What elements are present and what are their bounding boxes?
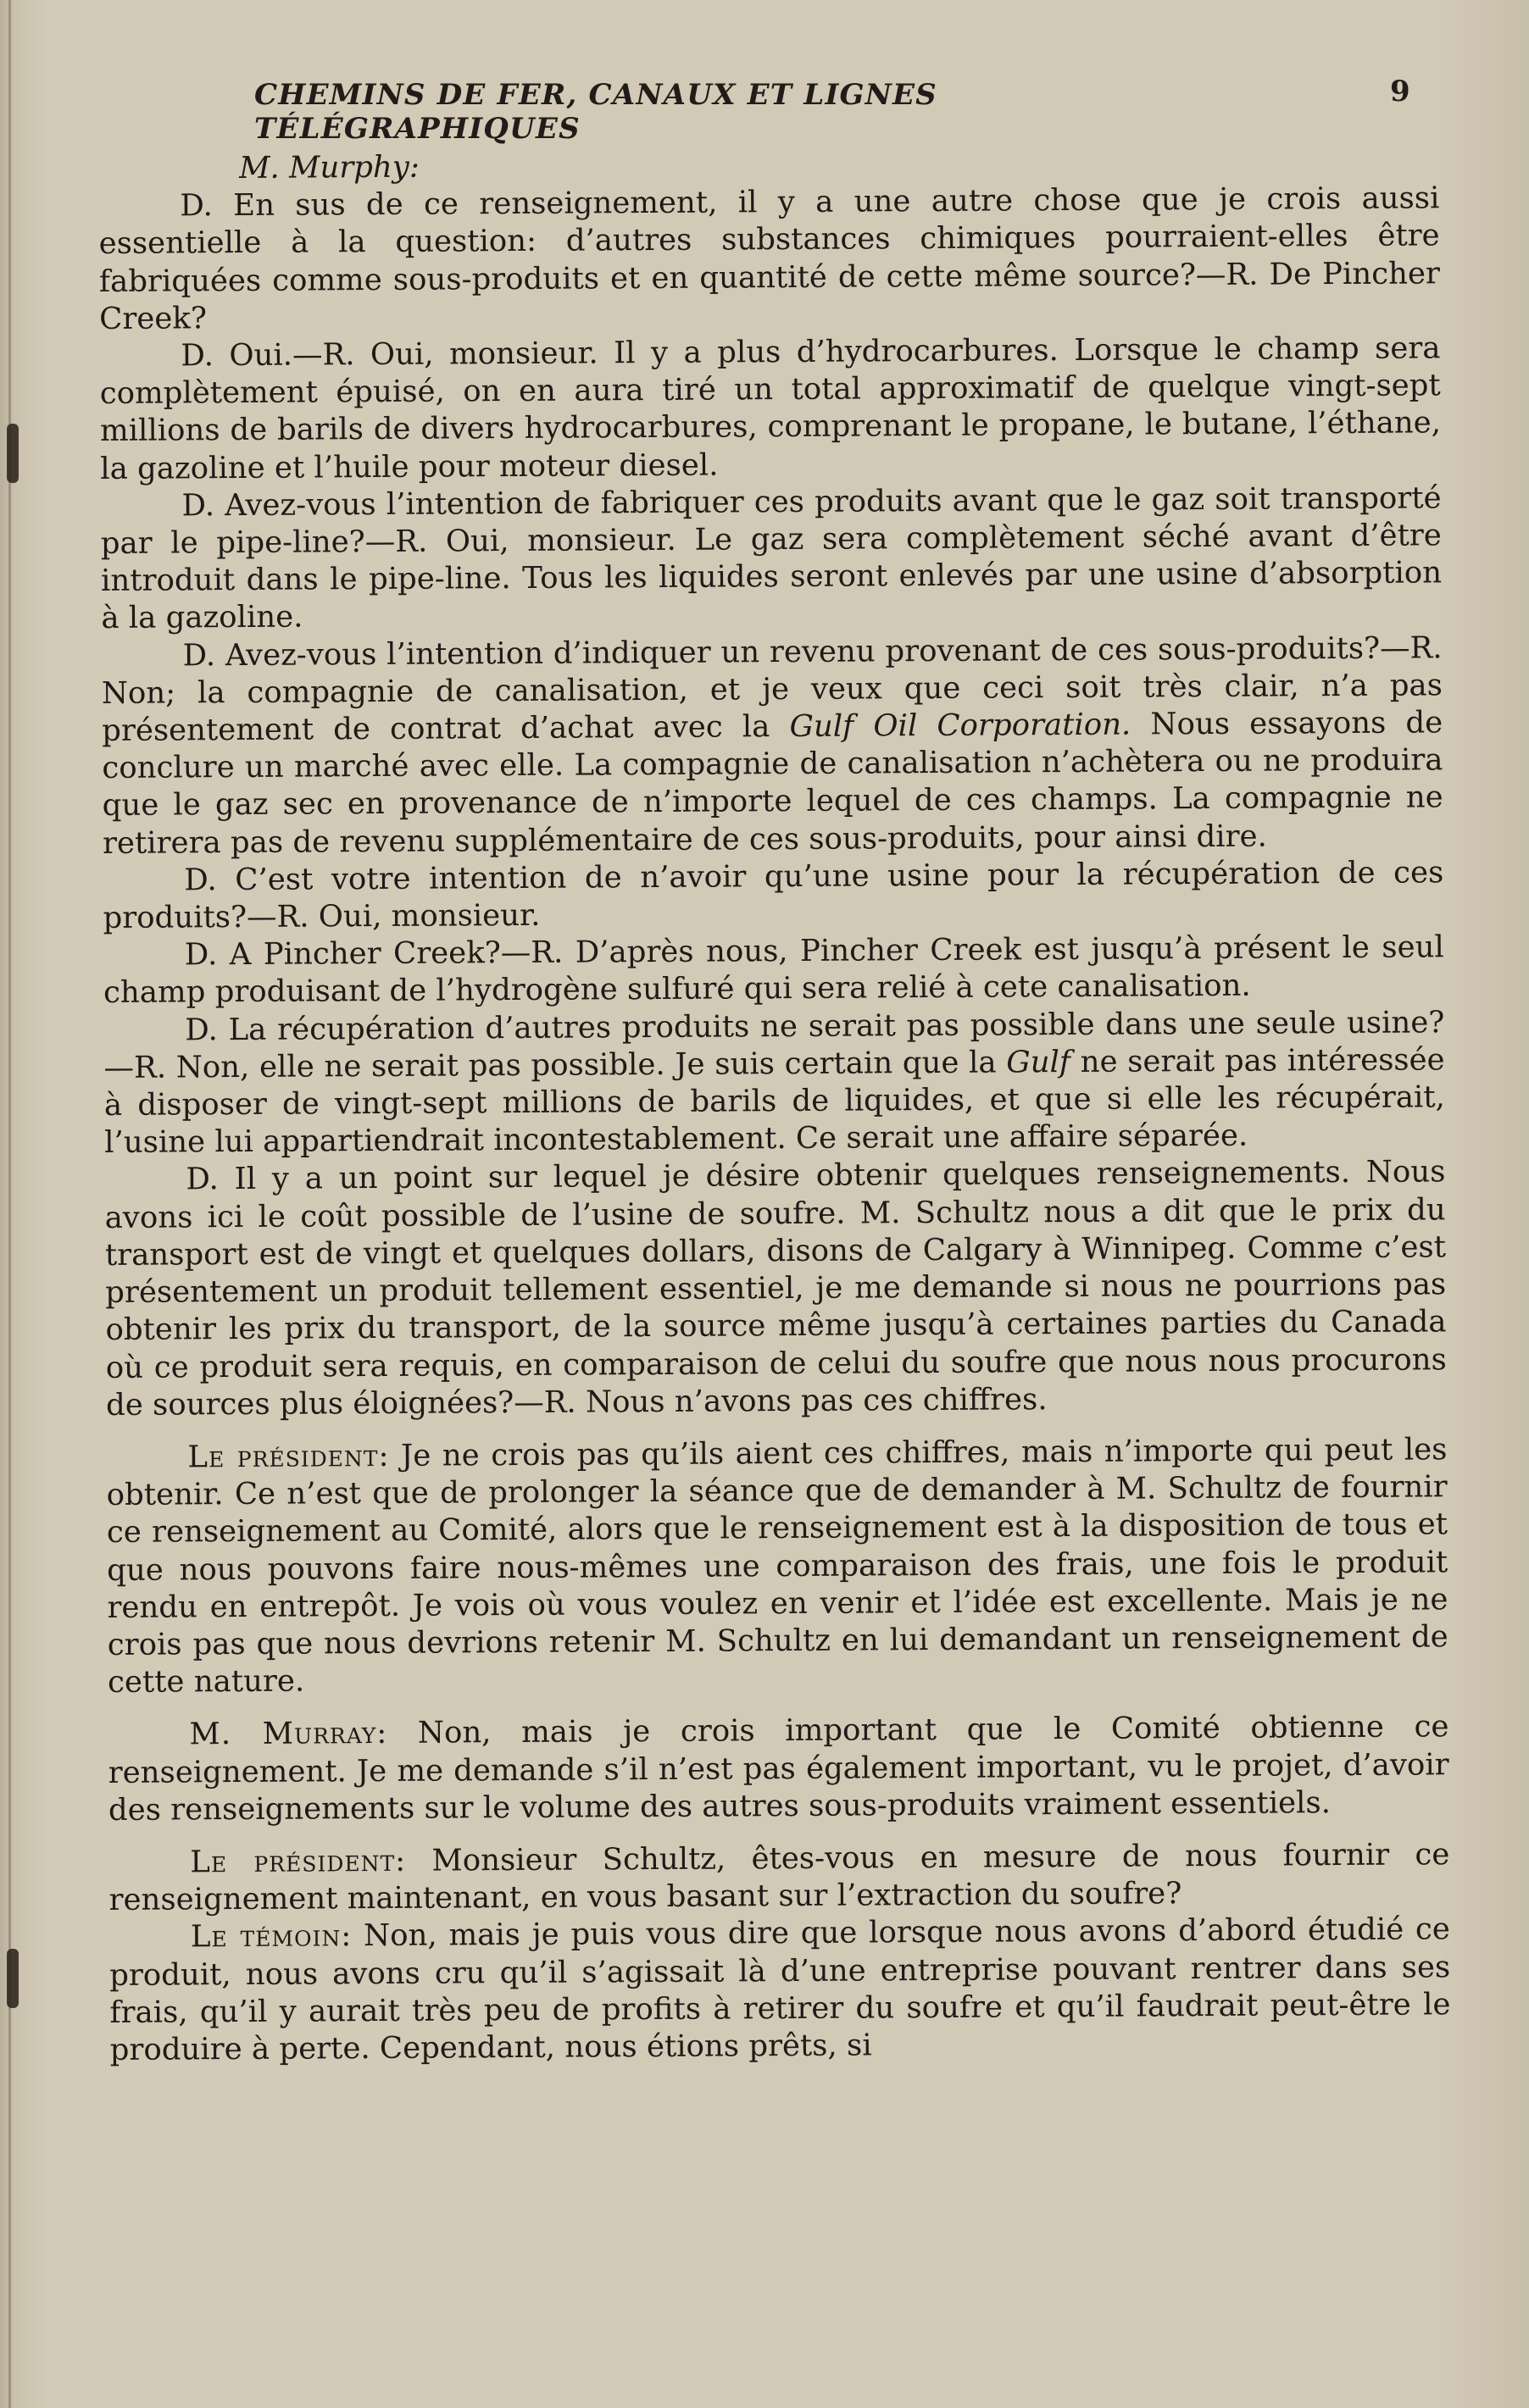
paragraph-12 — [109, 1911, 1451, 2069]
paragraph-2: D. Oui.—R. Oui, monsieur. Il y a plus d’hydrocarbures. Lorsque le champ sera complètement épuisé, on en aura tiré un total approximatif de quelque vingt-sept millions de barils de divers hydrocarbures, comprenant le propane, le butane, l’éthane, la gazoline et l’huile pour moteur diesel. — [99, 330, 1442, 486]
paragraph-9-text: Je ne crois pas qu’ils aient ces chiffres, mais n’importe qui peut les obtenir. Ce n’est que de prolonger la séance que de demander à M. Schultz de fournir ce renseignement au Comité, alors que le renseignement est à la disposition de tous et que nous pouvons faire nous-mêmes une comparaison des frais, une fois le produit rendu en entrepôt. Je vois où vous voulez en venir et l’idée est excellente. Mais je ne crois pas que nous devrions retenir M. Schultz en lui demandant un renseignement de cette nature. — [106, 1432, 1448, 1701]
paragraph-7-text-a: D. La récupération d’autres produits ne serait pas possible dans une seule usine?—R. Non, elle ne serait pas possible. Je suis certain que la — [103, 1004, 1445, 1085]
paragraph-12-text: Non, mais je puis vous dire que lorsque nous avons d’abord étudié ce produit, nous avons cru qu’il s’agissait là d’une entreprise pouvant rentrer dans ses frais, qu’il y aurait très peu de profits à retirer du soufre et qu’il faudrait peut-être le produire à perte. Cependant, nous étions prêts, si — [109, 1911, 1451, 2067]
paragraph-4-text-a: D. Avez-vous l’intention d’indiquer un revenu provenant de ces sous-produits?—R. Non; la compagnie de canalisation, et je veux que ceci soit très clair, n’a pas présentement de contrat d’achat avec la — [101, 630, 1443, 749]
paragraph-4-text-b: Nous essayons de conclure un marché avec elle. La compagnie de canalisation n’achètera ou ne produira que le gaz sec en provenance de n’importe lequel de ces champs. La compagnie ne retirera pas de revenu supplémentaire de ces sous-produits, pour ainsi dire. — [102, 705, 1443, 861]
binding-mark — [7, 424, 19, 483]
speaker-name: Le président: — [187, 1438, 390, 1475]
paragraph-11-text: Monsieur Schultz, êtes-vous en mesure de nous fournir ce renseignement maintenant, en vous basant sur l’extraction du soufre? — [108, 1837, 1450, 1918]
company-name: Gulf — [1006, 1044, 1071, 1080]
speaker-name: M. Murray: — [189, 1716, 388, 1752]
paragraph-6: D. A Pincher Creek?—R. D’après nous, Pincher Creek est jusqu’à présent le seul champ produisant de l’hydrogène sulfuré qui sera relié à cete canalisation. — [103, 929, 1444, 1011]
speaker-name: Le témoin: — [190, 1918, 353, 1955]
paragraph-7 — [103, 1004, 1445, 1162]
document-body — [98, 142, 1451, 2069]
page-number: 9 — [1390, 75, 1410, 108]
binding-mark — [7, 1949, 19, 2008]
paragraph-3: D. Avez-vous l’intention de fabriquer ces produits avant que le gaz soit transporté par le pipe-line?—R. Oui, monsieur. Le gaz sera complètement séché avant d’être introduit dans le pipe-line. Tous les liquides seront enlevés par une usine d’absorption à la gazoline. — [100, 480, 1443, 636]
paragraph-4 — [102, 630, 1444, 863]
speaker-name: Le président: — [190, 1843, 407, 1880]
paragraph-8: D. Il y a un point sur lequel je désire obtenir quelques renseignements. Nous avons ici le coût possible de l’usine de soufre. M. Schultz nous a dit que le prix du transport est de vingt et quelques dollars, disons de Calgary à Winnipeg. Comme c’est présentement un produit tellement essentiel, je me demande si nous ne pourrions pas obtenir les prix du transport, de la source même jusqu’à certaines parties du Canada où ce produit sera requis, en comparaison de celui du soufre que nous nous procurons de sources plus éloignées?—R. Nous n’avons pas ces chiffres. — [104, 1154, 1447, 1423]
running-head: CHEMINS DE FER, CANAUX ET LIGNES TÉLÉGRAPHIQUES — [254, 78, 937, 146]
paragraph-1: D. En sus de ce renseignement, il y a une autre chose que je crois aussi essentielle à la question: d’autres substances chimiques pourraient-elles être fabriquées comme sous-produits et en quantité de cette même source?—R. De Pincher Creek? — [98, 180, 1441, 336]
paragraph-11 — [108, 1836, 1450, 1919]
paragraph-5: D. C’est votre intention de n’avoir qu’une usine pour la récupération de ces produits?—R. Oui, monsieur. — [103, 855, 1444, 936]
paragraph-7-text-b: ne serait pas intéressée à disposer de vingt-sept millions de barils de liquides, et que si elle les récupérait, l’usine lui appartiendrait incontestablement. Ce serait une affaire séparée. — [103, 1042, 1445, 1161]
company-name: Gulf Oil Corporation. — [789, 707, 1131, 745]
paragraph-10-text: Non, mais je crois important que le Comité obtienne ce renseignement. Je me demande s’il n’est pas également important, vu le projet, d’avoir des renseignements sur le volume des autres sous-produits vraiment essentiels. — [108, 1709, 1449, 1828]
speaker-heading: M. Murphy: — [239, 149, 420, 186]
paragraph-9 — [106, 1431, 1448, 1701]
paragraph-10 — [108, 1709, 1449, 1829]
